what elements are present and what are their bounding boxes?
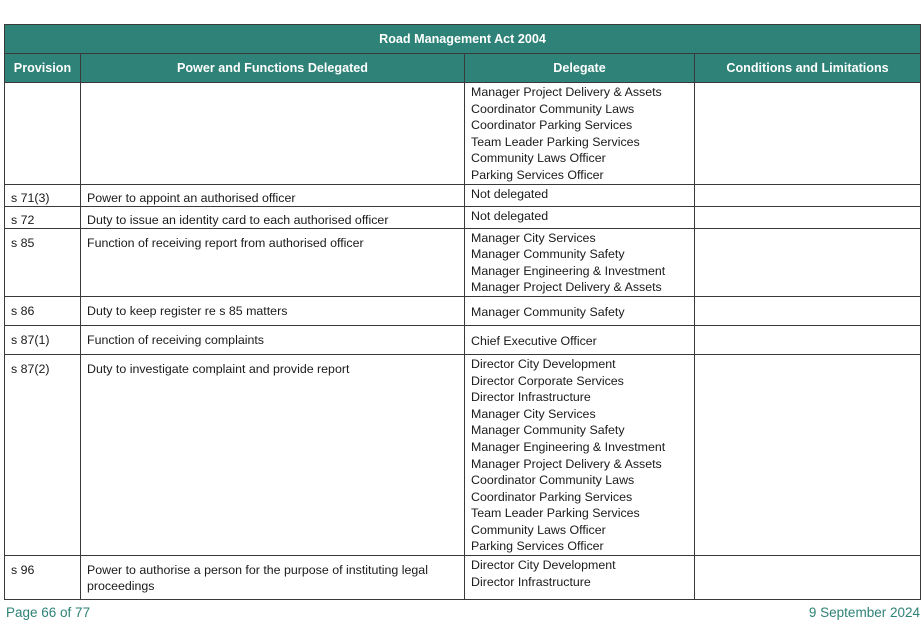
provision-cell-text: s 72 <box>11 212 35 227</box>
power-cell <box>81 206 465 228</box>
provision-cell-text: s 85 <box>11 235 35 250</box>
delegate-item: Team Leader Parking Services <box>471 134 640 149</box>
provision-cell-text: s 71(3) <box>11 190 50 205</box>
provision-cell-text: s 86 <box>11 303 35 318</box>
provision-cell <box>5 83 81 185</box>
delegate-cell <box>465 206 695 228</box>
delegate-item: Coordinator Parking Services <box>471 489 633 504</box>
delegate-item: Manager Project Delivery & Assets <box>471 280 662 295</box>
table-row <box>5 206 921 228</box>
delegate-item: Parking Services Officer <box>471 539 604 554</box>
table-row <box>5 325 921 354</box>
delegate-item: Coordinator Parking Services <box>471 118 633 133</box>
provision-cell-text: s 87(2) <box>11 361 50 376</box>
delegate-item: Coordinator Community Laws <box>471 101 635 116</box>
provision-cell <box>5 206 81 228</box>
delegate-item: Director City Development <box>471 356 616 371</box>
delegate-item: Manager Community Safety <box>471 423 625 438</box>
provision-cell <box>5 296 81 325</box>
power-cell-text: Power to appoint an authorised officer <box>87 190 296 205</box>
column-header-delegate: Delegate <box>465 54 695 83</box>
delegate-cell <box>465 325 695 354</box>
delegate-item: Parking Services Officer <box>471 167 604 182</box>
delegate-item: Community Laws Officer <box>471 522 606 537</box>
power-cell <box>81 228 465 296</box>
conditions-cell <box>695 206 921 228</box>
column-header-provision: Provision <box>5 54 81 83</box>
provision-cell-text: s 87(1) <box>11 332 50 347</box>
table-row <box>5 556 921 600</box>
page-number: Page 66 of 77 <box>6 605 91 620</box>
table-body <box>5 83 921 600</box>
column-header-power: Power and Functions Delegated <box>81 54 465 83</box>
delegate-item: Director City Development <box>471 558 616 573</box>
provision-cell <box>5 556 81 600</box>
delegate-item: Manager City Services <box>471 230 596 245</box>
conditions-cell <box>695 556 921 600</box>
conditions-cell <box>695 296 921 325</box>
column-header-conditions: Conditions and Limitations <box>695 54 921 83</box>
delegate-item: Manager Project Delivery & Assets <box>471 85 662 99</box>
power-cell <box>81 354 465 555</box>
power-cell-text: Duty to keep register re s 85 matters <box>87 303 288 318</box>
delegate-cell <box>465 354 695 555</box>
table-row <box>5 354 921 555</box>
table-row <box>5 228 921 296</box>
delegate-item: Director Infrastructure <box>471 390 591 405</box>
provision-cell <box>5 325 81 354</box>
power-cell-text: Function of receiving complaints <box>87 332 264 347</box>
provision-cell <box>5 354 81 555</box>
conditions-cell <box>695 184 921 206</box>
table-row <box>5 184 921 206</box>
provision-cell-text: s 96 <box>11 563 35 578</box>
power-cell <box>81 83 465 185</box>
power-cell-text: Power to authorise a person for the purpose of instituting legal proceedings <box>87 563 428 594</box>
delegate-cell <box>465 184 695 206</box>
table-row <box>5 83 921 185</box>
delegation-table <box>4 24 921 600</box>
delegate-item: Director Corporate Services <box>471 373 624 388</box>
delegate-item: Manager Community Safety <box>471 247 625 262</box>
table-title: Road Management Act 2004 <box>5 25 921 54</box>
conditions-cell <box>695 228 921 296</box>
conditions-cell <box>695 325 921 354</box>
delegate-cell <box>465 228 695 296</box>
power-cell-text: Duty to issue an identity card to each authorised officer <box>87 212 389 227</box>
delegate-item: Manager Engineering & Investment <box>471 439 666 454</box>
delegate-item: Team Leader Parking Services <box>471 506 640 521</box>
delegate-item: Manager Project Delivery & Assets <box>471 456 662 471</box>
document-date: 9 September 2024 <box>808 605 920 620</box>
delegate-cell <box>465 83 695 185</box>
delegate-item: Chief Executive Officer <box>471 333 597 348</box>
table-row <box>5 296 921 325</box>
power-cell <box>81 325 465 354</box>
delegate-item: Director Infrastructure <box>471 574 591 589</box>
provision-cell <box>5 228 81 296</box>
power-cell <box>81 184 465 206</box>
delegate-cell <box>465 296 695 325</box>
power-cell <box>81 556 465 600</box>
power-cell-text: Function of receiving report from authorised officer <box>87 235 364 250</box>
delegate-item: Manager Community Safety <box>471 304 625 319</box>
power-cell-text: Duty to investigate complaint and provide report <box>87 361 350 376</box>
delegate-cell <box>465 556 695 600</box>
delegate-item: Manager Engineering & Investment <box>471 263 666 278</box>
conditions-cell <box>695 354 921 555</box>
delegate-item: Community Laws Officer <box>471 151 606 166</box>
delegate-item: Manager City Services <box>471 406 596 421</box>
delegate-item: Not delegated <box>471 186 549 201</box>
delegate-item: Coordinator Community Laws <box>471 473 635 488</box>
provision-cell <box>5 184 81 206</box>
power-cell <box>81 296 465 325</box>
delegate-item: Not delegated <box>471 208 549 223</box>
conditions-cell <box>695 83 921 185</box>
